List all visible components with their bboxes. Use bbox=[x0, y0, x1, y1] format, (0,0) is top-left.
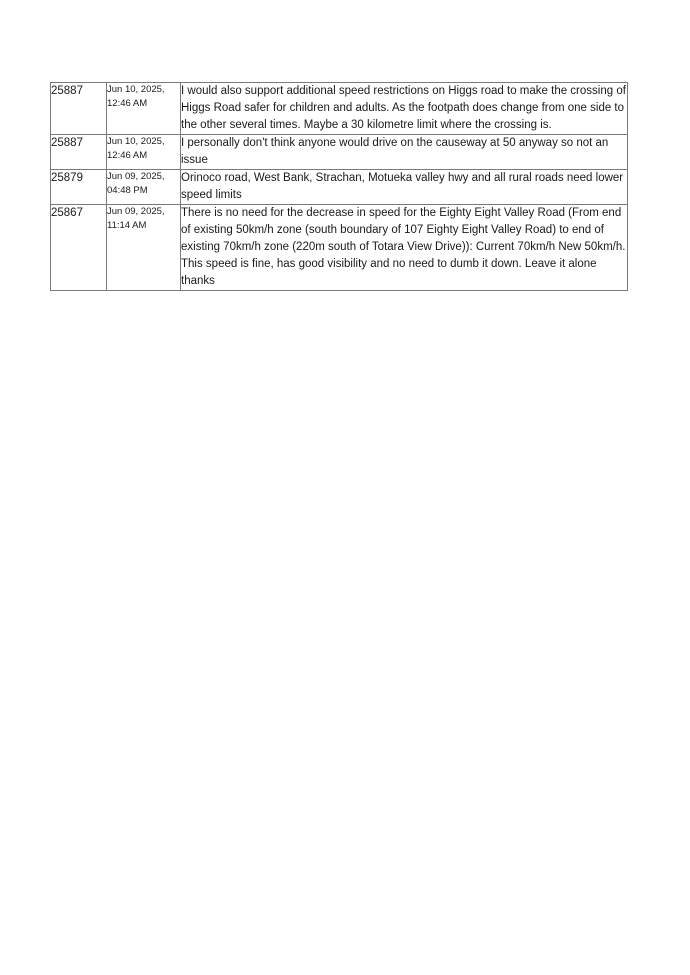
submission-date-day: Jun 10, 2025, bbox=[107, 136, 165, 147]
submission-comment bbox=[181, 170, 628, 205]
submission-date bbox=[107, 135, 181, 170]
comment-paragraph: I personally don't think anyone would drive on the causeway at 50 anyway so not an issue bbox=[181, 137, 609, 166]
submission-date-time: 12:46 AM bbox=[107, 149, 148, 161]
comment-paragraph: Orinoco road, West Bank, Strachan, Motueka valley hwy and all rural roads need lower speed limits bbox=[181, 172, 624, 201]
comment-paragraph: There is no need for the decrease in speed for the Eighty Eight Valley Road (From end of existing 50km/h zone (south boundary of 107 Eighty Eight Valley Road) to end of existing 70km/h zone (220m south of Totara View Drive)): Current 70km/h New 50km/h. bbox=[181, 207, 626, 253]
table-row bbox=[51, 205, 628, 291]
submissions-table bbox=[50, 82, 628, 291]
submission-id: 25867 bbox=[51, 205, 107, 291]
table-row bbox=[51, 170, 628, 205]
submission-date-time: 04:48 PM bbox=[107, 184, 148, 196]
submission-id: 25879 bbox=[51, 170, 107, 205]
submission-date bbox=[107, 205, 181, 291]
submission-date bbox=[107, 170, 181, 205]
submission-comment bbox=[181, 83, 628, 135]
submission-comment bbox=[181, 135, 628, 170]
submission-comment bbox=[181, 205, 628, 291]
submission-id: 25887 bbox=[51, 83, 107, 135]
submission-date-day: Jun 09, 2025, bbox=[107, 171, 165, 182]
submission-id: 25887 bbox=[51, 135, 107, 170]
submission-date-day: Jun 10, 2025, bbox=[107, 84, 165, 95]
submission-date-time: 11:14 AM bbox=[107, 219, 147, 231]
comment-paragraph: This speed is fine, has good visibility and no need to dumb it down. Leave it alone thanks bbox=[181, 258, 597, 287]
submission-date-time: 12:46 AM bbox=[107, 97, 148, 109]
submission-date bbox=[107, 83, 181, 135]
submission-date-day: Jun 09, 2025, bbox=[107, 206, 165, 217]
comment-paragraph: I would also support additional speed restrictions on Higgs road to make the crossing of Higgs Road safer for children and adults. As the footpath does change from one side to the other several times. Maybe a 30 kilometre limit where the crossing is. bbox=[181, 85, 626, 131]
table-row bbox=[51, 135, 628, 170]
table-row bbox=[51, 83, 628, 135]
